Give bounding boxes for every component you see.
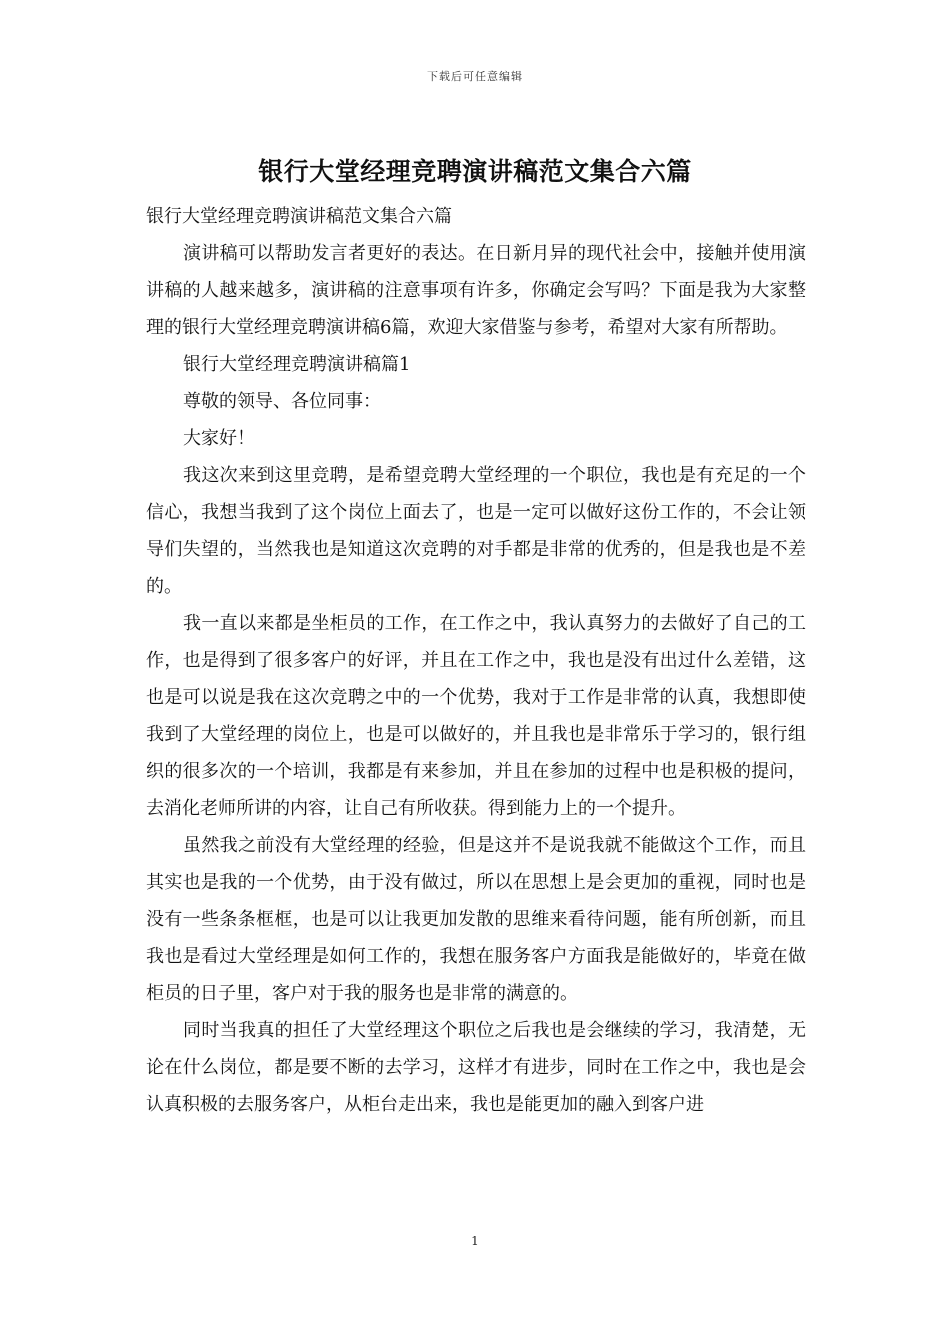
section-heading: 银行大堂经理竞聘演讲稿篇1 bbox=[183, 354, 411, 375]
paragraph: 虽然我之前没有大堂经理的经验，但是这并不是说我就不能做这个工作，而且其实也是我的一个优势，由于没有做过，所以在思想上是会更加的重视，同时也是没有一些条条框框，也是可以让我更加发散的思维来看待问题，能有所创新，而且我也是看过大堂经理是如何工作的，我想在服务客户方面我是能做好的，毕竟在做柜员的日子里，客户对于我的服务也是非常的满意的。 bbox=[146, 835, 806, 1004]
paragraph: 我这次来到这里竞聘，是希望竞聘大堂经理的一个职位，我也是有充足的一个信心，我想当我到了这个岗位上面去了，也是一定可以做好这份工作的，不会让领导们失望的，当然我也是知道这次竞聘的对手都是非常的优秀的，但是我也是不差的。 bbox=[146, 465, 806, 597]
document-subtitle: 银行大堂经理竞聘演讲稿范文集合六篇 bbox=[146, 206, 452, 227]
page-header-note: 下载后可任意编辑 bbox=[427, 70, 523, 83]
paragraph: 我一直以来都是坐柜员的工作，在工作之中，我认真努力的去做好了自己的工作，也是得到了很多客户的好评，并且在工作之中，我也是没有出过什么差错，这也是可以说是我在这次竞聘之中的一个优势，我对于工作是非常的认真，我想即使我到了大堂经理的岗位上，也是可以做好的，并且我也是非常乐于学习的，银行组织的很多次的一个培训，我都是有来参加，并且在参加的过程中也是积极的提问，去消化老师所讲的内容，让自己有所收获。得到能力上的一个提升。 bbox=[146, 613, 806, 819]
salutation: 尊敬的领导、各位同事： bbox=[183, 391, 381, 412]
document-body bbox=[146, 198, 806, 1123]
page-number: 1 bbox=[471, 1234, 479, 1248]
paragraph: 同时当我真的担任了大堂经理这个职位之后我也是会继续的学习，我清楚，无论在什么岗位，都是要不断的去学习，这样才有进步，同时在工作之中，我也是会认真积极的去服务客户，从柜台走出来，我也是能更加的融入到客户进 bbox=[146, 1020, 806, 1115]
paragraph-intro: 演讲稿可以帮助发言者更好的表达。在日新月异的现代社会中，接触并使用演讲稿的人越来越多，演讲稿的注意事项有许多，你确定会写吗？下面是我为大家整理的银行大堂经理竞聘演讲稿6篇，欢迎大家借鉴与参考，希望对大家有所帮助。 bbox=[146, 243, 806, 338]
greeting: 大家好！ bbox=[183, 428, 255, 449]
document-title: 银行大堂经理竞聘演讲稿范文集合六篇 bbox=[258, 157, 692, 186]
